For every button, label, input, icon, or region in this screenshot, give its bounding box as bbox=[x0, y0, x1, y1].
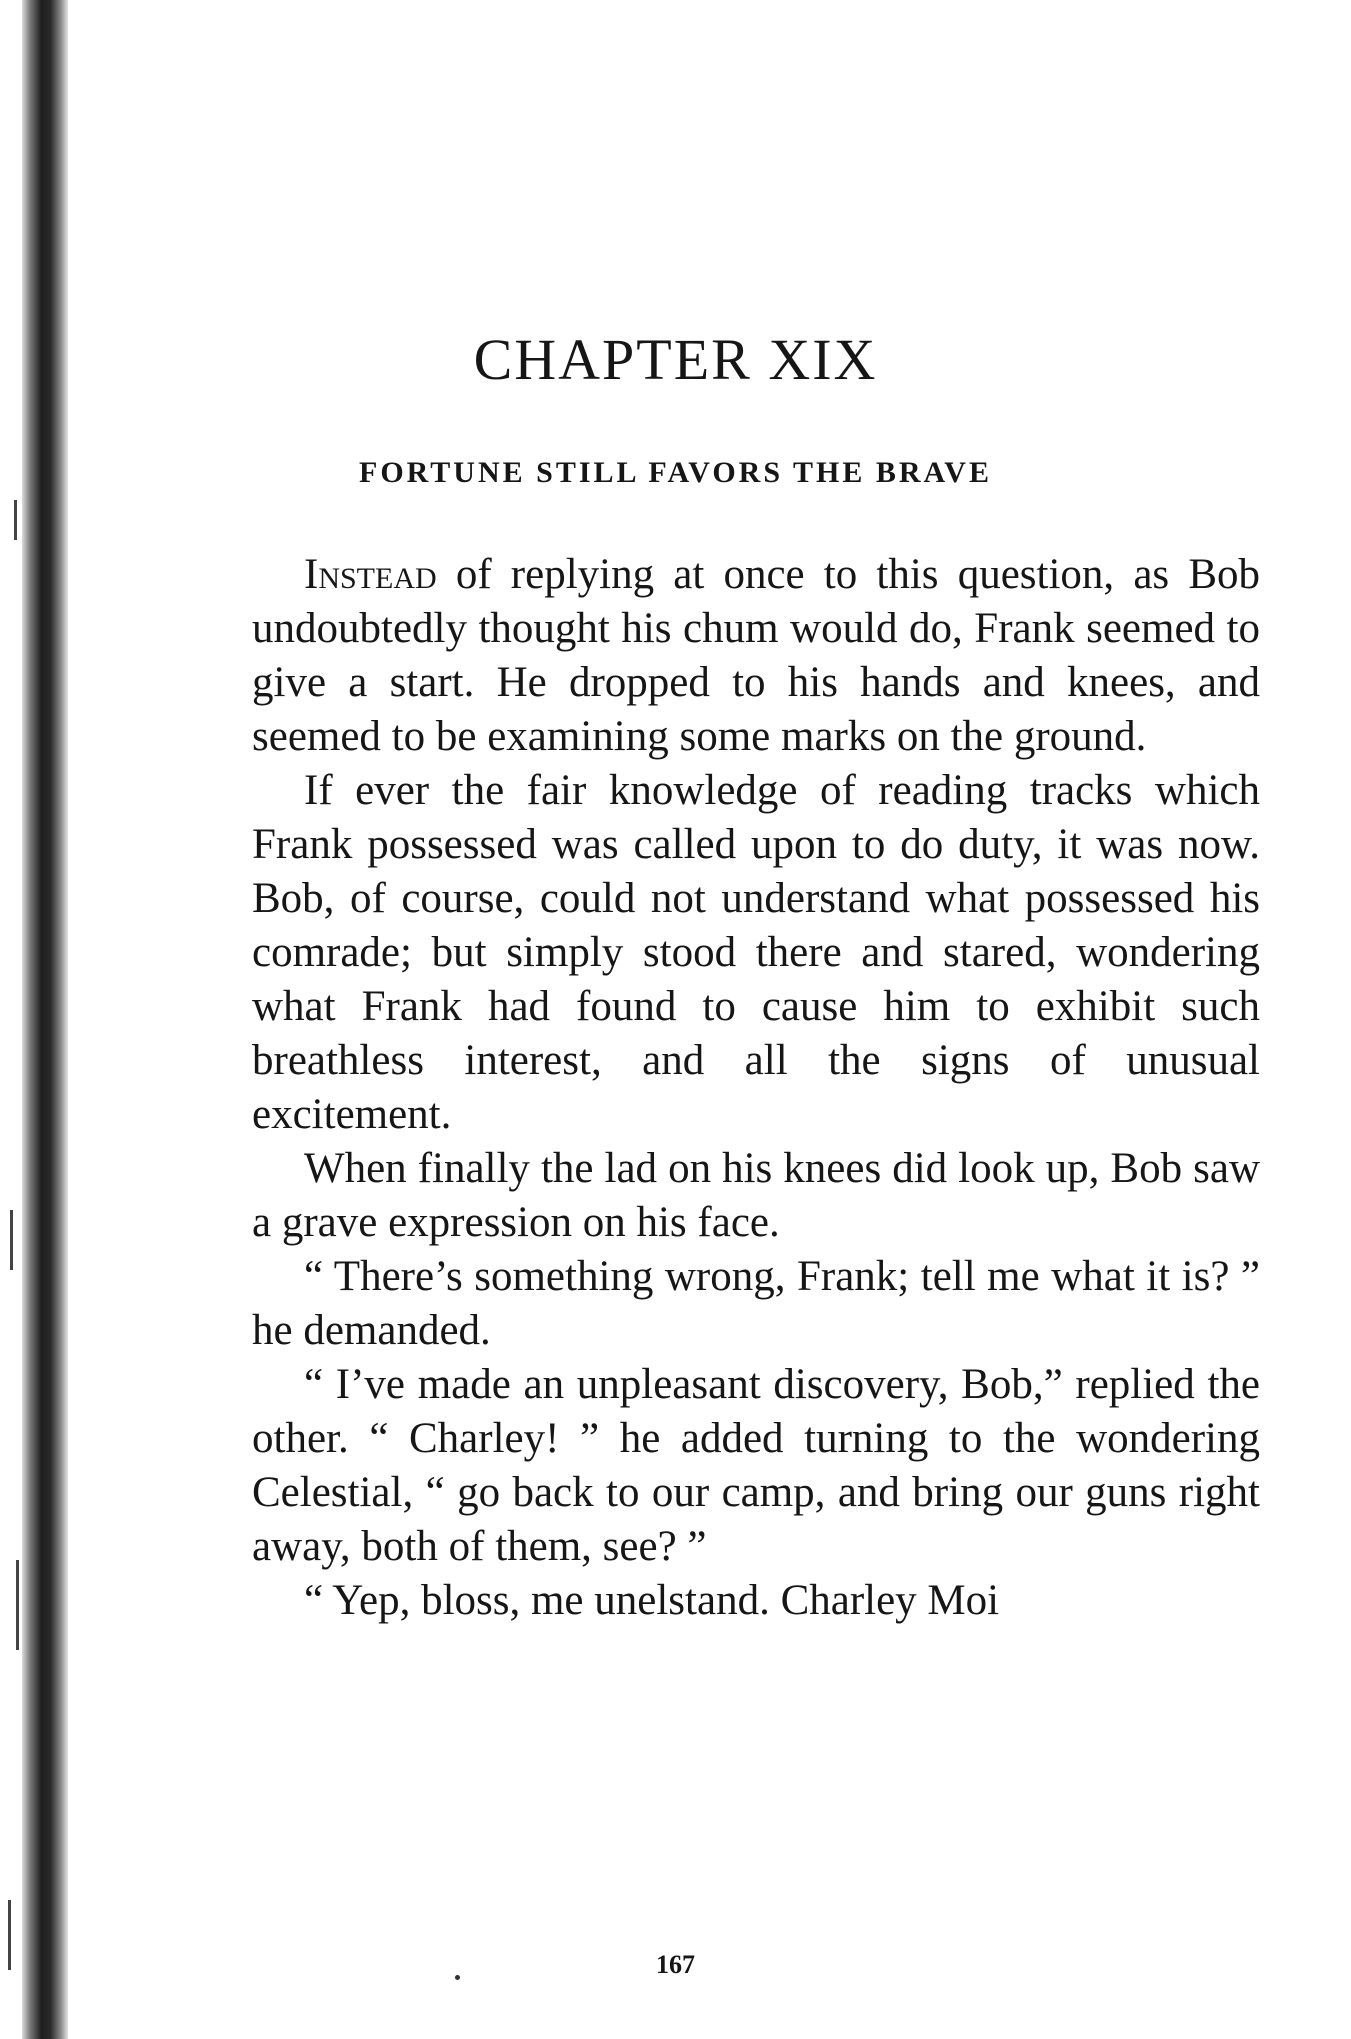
paragraph: When finally the lad on his knees did look up, Bob saw a grave expression on his face. bbox=[252, 1145, 1260, 1246]
paragraph bbox=[252, 548, 1260, 764]
paragraph: “ Yep, bloss, me unelstand. Charley Moi bbox=[304, 1577, 1000, 1624]
paragraph-text: of replying at once to this question, as Bob undoubtedly thought his chum would do, Frank seemed to give a start. He dropped to his hands and knees, and seemed to be examining some marks on the ground. bbox=[252, 551, 1260, 760]
paragraph: “ There’s something wrong, Frank; tell me what it is? ” he demanded. bbox=[252, 1253, 1260, 1354]
page-number: 167 bbox=[656, 1950, 695, 1979]
chapter-title: CHAPTER XIX bbox=[473, 327, 878, 392]
paragraph: “ I’ve made an unpleasant discovery, Bob,” replied the other. “ Charley! ” he added turning to the wondering Celestial, “ go back to our camp, and bring our guns right away, both of them, see? ” bbox=[252, 1361, 1260, 1570]
chapter-body bbox=[252, 548, 1260, 1628]
paragraph-first-word: Instead bbox=[304, 551, 437, 598]
chapter-subtitle: FORTUNE STILL FAVORS THE BRAVE bbox=[359, 456, 992, 489]
paper-speck bbox=[455, 1975, 460, 1980]
paragraph: If ever the fair knowledge of reading tracks which Frank possessed was called upon to do duty, it was now. Bob, of course, could not understand what possessed his comrade; but simply stood there and stared, wondering what Frank had found to cause him to exhibit such breathless interest, and all the signs of unusual excitement. bbox=[252, 767, 1260, 1138]
